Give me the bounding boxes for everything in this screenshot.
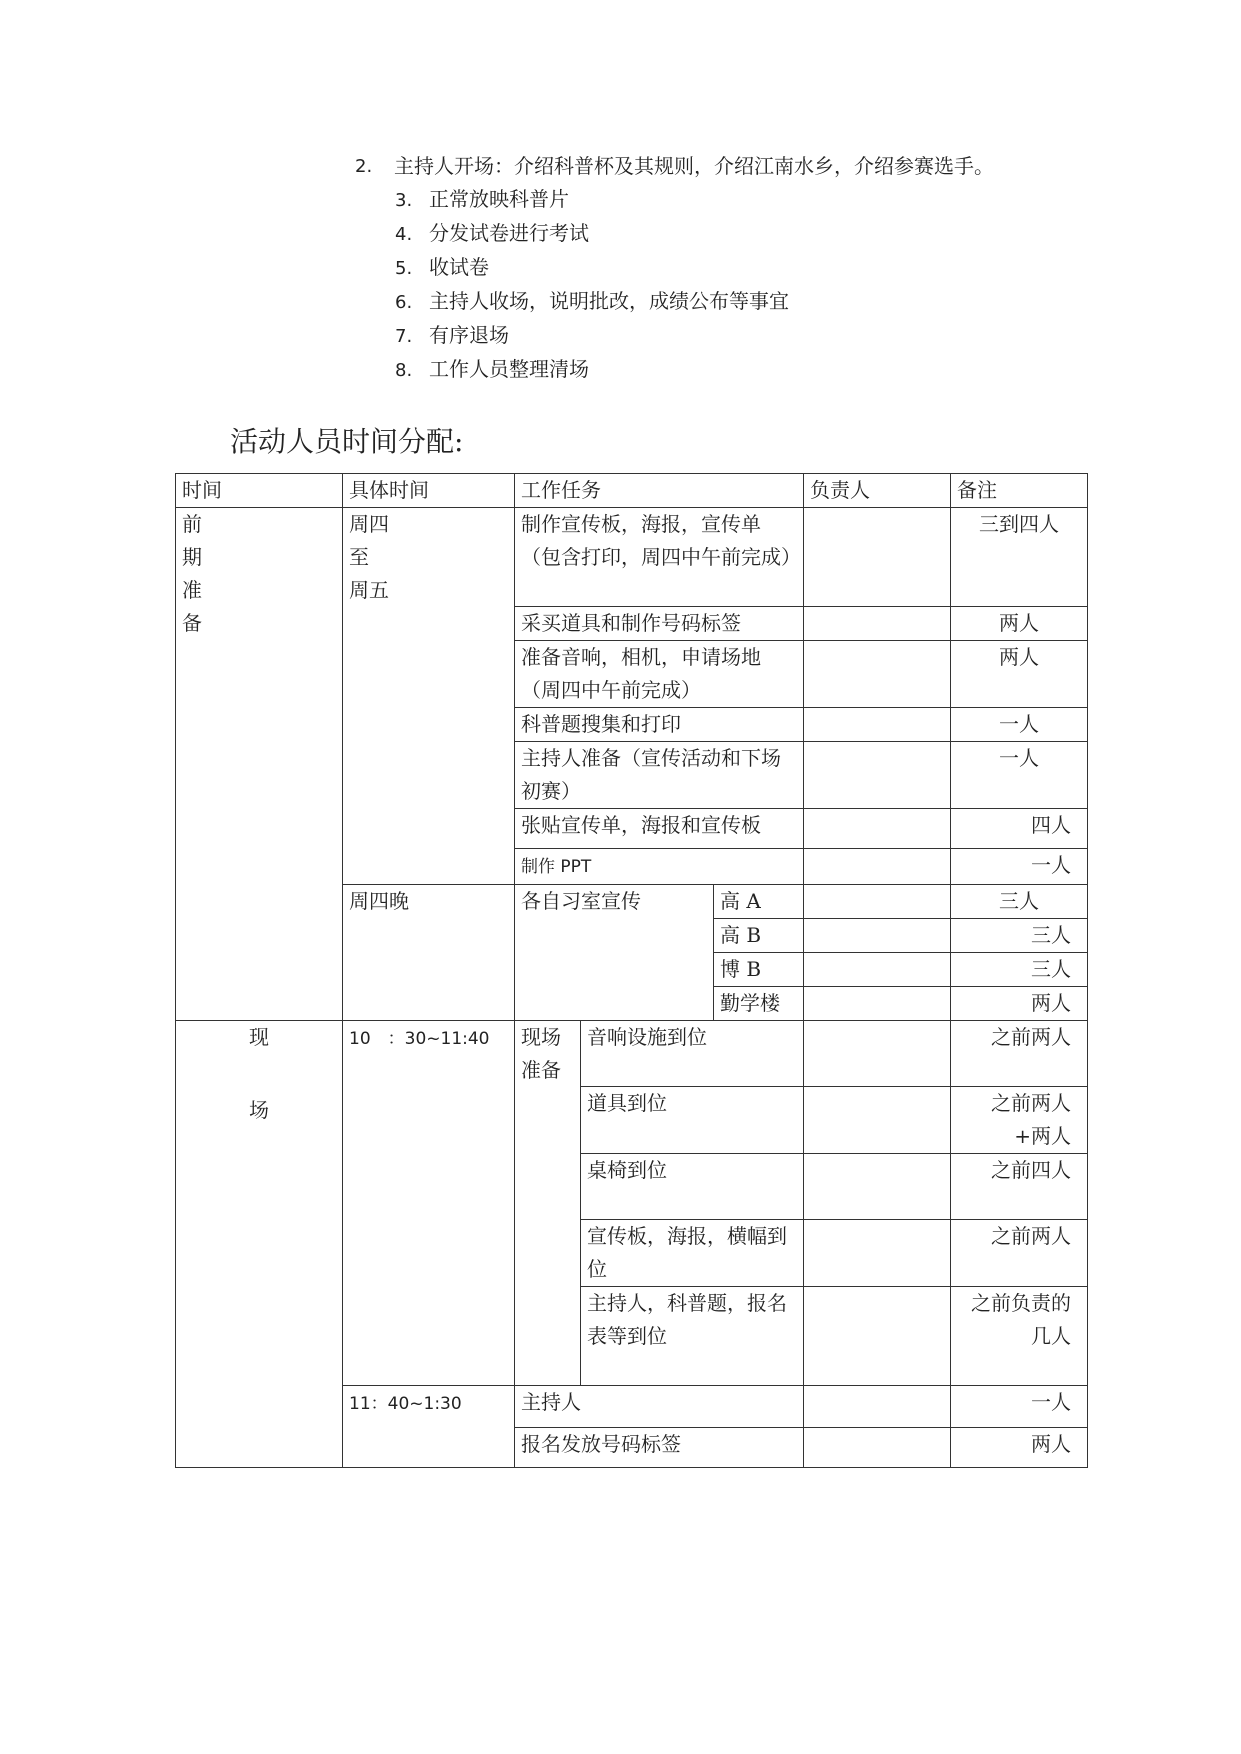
owner-cell	[804, 809, 951, 849]
owner-cell	[804, 953, 951, 987]
owner-cell	[804, 742, 951, 809]
table-header-row	[176, 474, 1088, 508]
list-number: 4.	[395, 224, 413, 245]
list-number: 2.	[355, 156, 373, 177]
list-number: 6.	[395, 292, 413, 313]
note-cell: 之前两人+两人	[951, 1087, 1088, 1154]
owner-cell	[804, 1087, 951, 1154]
owner-cell	[804, 1287, 951, 1386]
header-cell: 负责人	[804, 474, 951, 508]
note-cell: 一人	[951, 849, 1088, 885]
list-number: 7.	[395, 326, 413, 347]
group-cell: 现场准备	[515, 1021, 581, 1386]
owner-cell	[804, 641, 951, 708]
note-cell: 两人	[951, 987, 1088, 1021]
list-text: 主持人收场，说明批改，成绩公布等事宜	[429, 289, 789, 313]
phase-label: 现 场	[176, 1021, 343, 1468]
header-cell: 时间	[176, 474, 343, 508]
list-item	[395, 217, 1024, 251]
owner-cell	[804, 1021, 951, 1087]
note-cell: 两人	[951, 1428, 1088, 1468]
header-cell: 备注	[951, 474, 1088, 508]
task-cell: 道具到位	[581, 1087, 804, 1154]
list-number: 5.	[395, 258, 413, 279]
task-cell	[515, 849, 804, 885]
note-cell: 三人	[951, 885, 1088, 919]
list-item	[395, 319, 1024, 353]
owner-cell	[804, 1386, 951, 1428]
section-heading: 活动人员时间分配:	[230, 425, 464, 458]
list-text: 工作人员整理清场	[429, 357, 589, 381]
time-cell	[343, 1386, 515, 1468]
table-row	[176, 508, 1088, 607]
task-cell: 主持人，科普题，报名表等到位	[581, 1287, 804, 1386]
room-cell: 高 B	[714, 919, 804, 953]
time-cell: 周四晚	[343, 885, 515, 1021]
task-cell: 报名发放号码标签	[515, 1428, 804, 1468]
note-cell: 两人	[951, 607, 1088, 641]
room-cell: 勤学楼	[714, 987, 804, 1021]
list-number: 3.	[395, 190, 413, 211]
note-cell: 之前负责的几人	[951, 1287, 1088, 1386]
task-cell: 桌椅到位	[581, 1154, 804, 1220]
note-cell: 两人	[951, 641, 1088, 708]
time-text: 10 ：30~11:40	[349, 1029, 490, 1049]
task-cell: 主持人	[515, 1386, 804, 1428]
note-cell: 之前四人	[951, 1154, 1088, 1220]
time-cell	[343, 1021, 515, 1386]
list-number: 8.	[395, 360, 413, 381]
note-cell: 三到四人	[951, 508, 1088, 607]
note-cell: 四人	[951, 809, 1088, 849]
owner-cell	[804, 987, 951, 1021]
list-item	[395, 353, 1024, 387]
list-text: 收试卷	[429, 255, 489, 279]
task-cell: 科普题搜集和打印	[515, 708, 804, 742]
task-cell: 准备音响，相机，申请场地（周四中午前完成）	[515, 641, 804, 708]
note-cell: 三人	[951, 919, 1088, 953]
note-cell: 三人	[951, 953, 1088, 987]
task-cell: 宣传板，海报，横幅到位	[581, 1220, 804, 1287]
note-cell: 一人	[951, 1386, 1088, 1428]
list-text: 有序退场	[429, 323, 509, 347]
note-cell: 之前两人	[951, 1021, 1088, 1087]
list-text: 分发试卷进行考试	[429, 221, 589, 245]
time-text: 11：40~1:30	[349, 1394, 462, 1414]
table-row	[176, 1021, 1088, 1087]
list-item	[395, 285, 1024, 319]
owner-cell	[804, 607, 951, 641]
header-cell: 工作任务	[515, 474, 804, 508]
owner-cell	[804, 708, 951, 742]
note-cell: 一人	[951, 708, 1088, 742]
owner-cell	[804, 849, 951, 885]
time-cell: 周四 至 周五	[343, 508, 515, 885]
task-cell: 主持人准备（宣传活动和下场初赛）	[515, 742, 804, 809]
owner-cell	[804, 1220, 951, 1287]
note-cell: 之前两人	[951, 1220, 1088, 1287]
task-cell: 音响设施到位	[581, 1021, 804, 1087]
room-cell: 博 B	[714, 953, 804, 987]
allocation-table	[175, 473, 1088, 1468]
list-item	[355, 150, 1024, 183]
header-cell: 具体时间	[343, 474, 515, 508]
list-text: 正常放映科普片	[429, 187, 569, 211]
list-item	[395, 183, 1024, 217]
owner-cell	[804, 919, 951, 953]
task-cell: 采买道具和制作号码标签	[515, 607, 804, 641]
list-text: 主持人开场：介绍科普杯及其规则，介绍江南水乡，介绍参赛选手。	[394, 154, 994, 178]
task-cell: 张贴宣传单，海报和宣传板	[515, 809, 804, 849]
room-cell: 高 A	[714, 885, 804, 919]
list-item	[395, 251, 1024, 285]
owner-cell	[804, 885, 951, 919]
task-cell: 各自习室宣传	[515, 885, 714, 1021]
phase-label: 前 期 准 备	[176, 508, 343, 1021]
procedure-list	[355, 150, 1024, 387]
task-cell: 制作宣传板，海报，宣传单（包含打印，周四中午前完成）	[515, 508, 804, 607]
owner-cell	[804, 508, 951, 607]
task-text: 制作 PPT	[521, 857, 592, 877]
owner-cell	[804, 1154, 951, 1220]
note-cell: 一人	[951, 742, 1088, 809]
owner-cell	[804, 1428, 951, 1468]
